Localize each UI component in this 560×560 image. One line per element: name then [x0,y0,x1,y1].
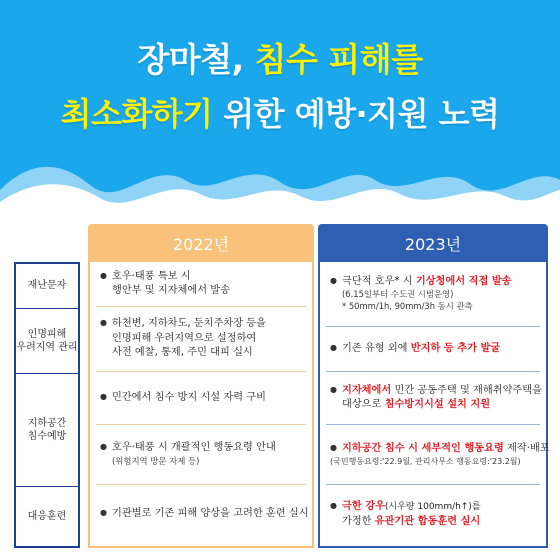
cell-2023-risk-area [320,327,546,371]
category-disaster-sms: 재난문자 [27,280,67,292]
cell-text: 인명피해 우려지역으로 설정하여 [112,332,257,344]
cell-text: ● 호우·태풍 시 개괄적인 행동요령 안내 [100,441,306,455]
wave-decoration [0,150,560,220]
cell-2022-sms [90,262,312,306]
text: 제작·배포 [503,442,550,454]
page-title-line1 [0,34,560,81]
highlight-text: 지자체에서 [342,384,392,396]
category-column [14,262,80,548]
text: 대상으로 [342,399,385,410]
cell-text [330,398,540,412]
highlight-text: 극한 강우 [342,501,385,513]
cell-2023-underground-guide [320,425,550,484]
text: 기존 유형 외에 [342,342,411,354]
title-text: 장마철, [137,40,244,79]
column-header-2023: 2023년 [318,224,548,262]
cell-subtext: (국민행동요령:'22.9월, 관리사무소 행동요령:'23.2월) [330,457,521,467]
category-label: 우려지역 관리 [16,342,78,353]
title-highlight: 침수 피해를 [254,40,423,79]
cell-text: ● 하천변, 지하차도, 둔치주차장 등을 [100,317,306,331]
cell-2023-drill [320,485,546,544]
highlight-text: 반지하 등 추가 발굴 [410,342,501,354]
category-label: 침수예방 [27,431,67,442]
cell-text [330,342,540,356]
cell-2022-drill [90,485,312,544]
cell-text: 사전 예찰, 통제, 주민 대피 실시 [112,347,253,359]
highlight-text: 기상청에서 직접 발송 [415,275,512,287]
category-underground [16,374,78,486]
text: 가정한 [342,515,375,527]
text: (시우량 100mm/h↑)를 [384,502,481,513]
cell-text: 행안부 및 지자체에서 발송 [112,285,230,296]
cell-text: ● 호우·태풍 특보 시 [100,270,306,284]
header-banner [0,0,560,210]
highlight-text: 지하공간 침수 시 세부적인 행동요령 [342,442,504,454]
cell-text [330,500,540,514]
category-drill: 대응훈련 [27,510,67,522]
cell-text: ● 민간에서 침수 방지 시설 자력 구비 [100,391,306,405]
text: 민간 공동주택 및 재해취약주택을 [391,384,542,396]
cell-2022-underground-facility [90,372,312,424]
title-text: 위한 예방·지원 노력 [223,95,500,133]
page-title-line2 [0,89,560,135]
cell-2023-underground-facility [320,372,546,424]
cell-text [330,384,540,398]
text: 극단적 호우* 시 [342,275,416,287]
cell-text [330,275,540,289]
cell-2023-sms [320,262,546,326]
cell-subtext: * 50mm/1h, 90mm/3h 동시 관측 [342,301,473,312]
cell-2022-underground-guide [90,425,312,484]
column-2022 [88,262,314,548]
cell-text [330,442,550,456]
title-highlight: 최소화하기 [60,95,213,133]
category-label: 인명피해 [27,328,67,340]
cell-text [330,515,540,529]
column-2023 [318,262,548,548]
cell-subtext: (위험지역 방문 자제 등) [112,455,200,466]
column-header-2022: 2022년 [88,224,314,262]
category-risk-area [16,309,78,373]
cell-2022-risk-area [90,307,312,371]
highlight-text: 침수방지시설 설치 지원 [384,399,491,410]
cell-text: ● 기관별로 기존 피해 양상을 고려한 훈련 실시 [100,507,306,521]
cell-subtext: (6.15일부터 수도권 시범운영) [342,289,454,300]
comparison-table [14,224,548,548]
highlight-text: 유관기관 합동훈련 실시 [374,515,481,527]
category-label: 지하공간 [27,417,67,429]
